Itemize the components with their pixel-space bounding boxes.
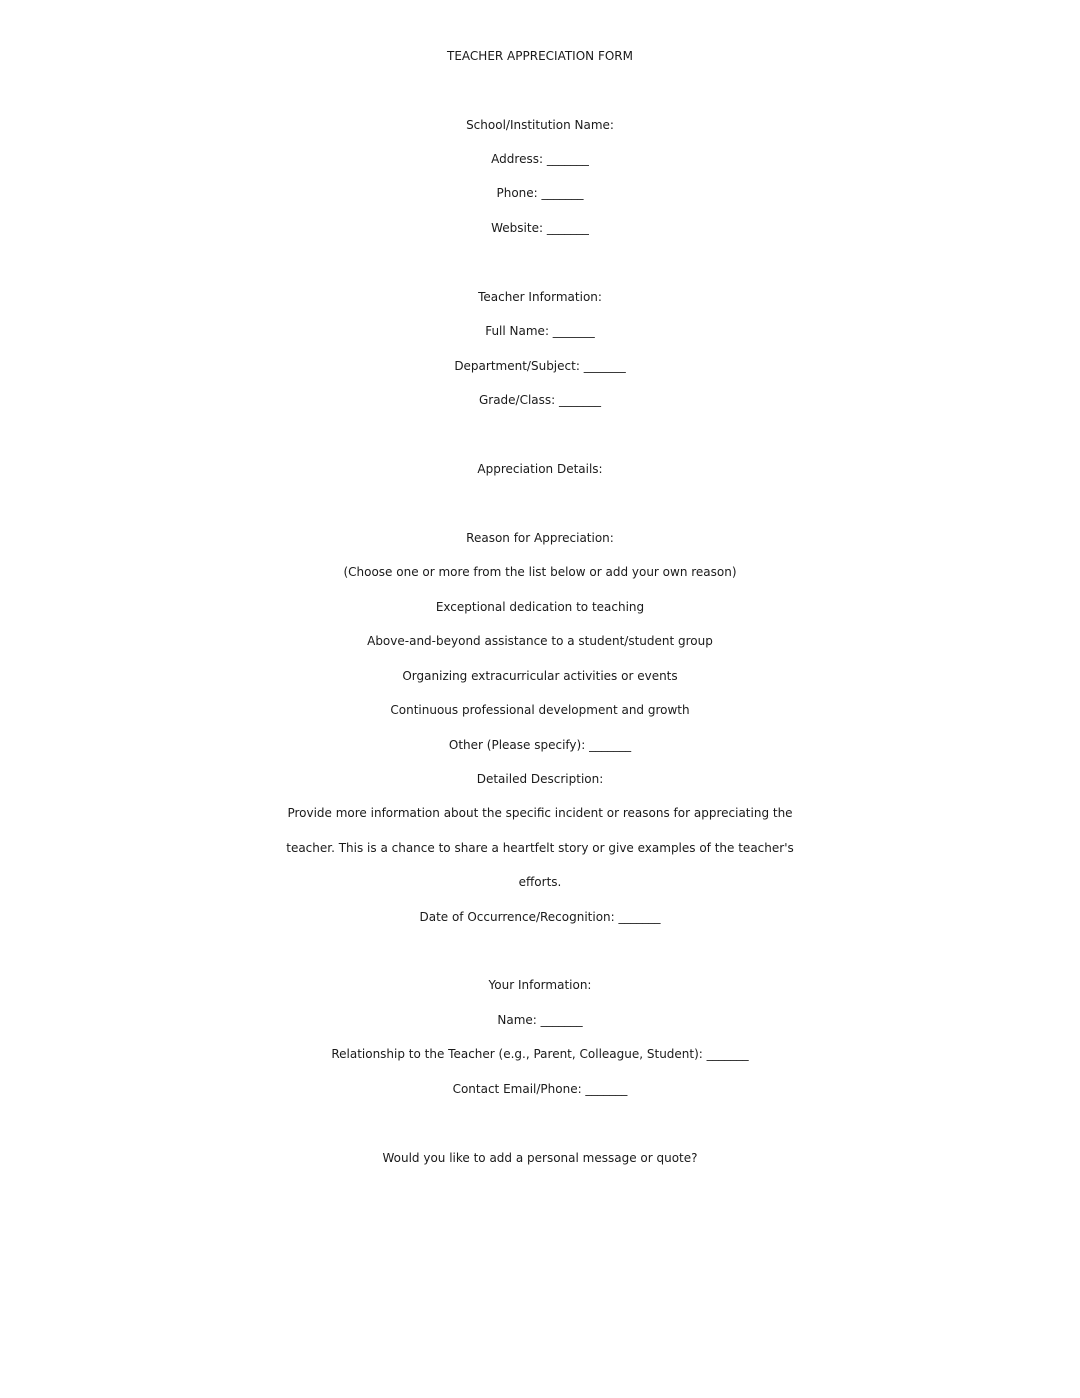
submitter-contact-field: Contact Email/Phone: _______	[452, 1082, 628, 1096]
date-field: Date of Occurrence/Recognition: _______	[419, 910, 661, 924]
school-address-field: Address: _______	[491, 152, 589, 166]
description-heading: Detailed Description:	[476, 772, 604, 786]
description-text-line: efforts.	[518, 875, 562, 889]
reason-item: Organizing extracurricular activities or events	[402, 669, 678, 683]
school-heading: School/Institution Name:	[466, 118, 614, 132]
reason-item: Above-and-beyond assistance to a student/student group	[367, 634, 713, 648]
reason-instruction: (Choose one or more from the list below or add your own reason)	[343, 565, 737, 579]
submitter-relationship-field: Relationship to the Teacher (e.g., Parent, Colleague, Student): _______	[331, 1047, 749, 1061]
reason-item: Continuous professional development and growth	[390, 703, 690, 717]
teacher-full-name-field: Full Name: _______	[485, 324, 595, 338]
school-website-field: Website: _______	[491, 221, 589, 235]
reason-heading: Reason for Appreciation:	[466, 531, 614, 545]
teacher-department-field: Department/Subject: _______	[454, 359, 626, 373]
form-title: TEACHER APPRECIATION FORM	[447, 49, 633, 63]
reason-other-field: Other (Please specify): _______	[448, 738, 632, 752]
closing-question: Would you like to add a personal message or quote?	[382, 1151, 698, 1165]
teacher-heading: Teacher Information:	[478, 290, 602, 304]
submitter-heading: Your Information:	[488, 978, 592, 992]
appreciation-heading: Appreciation Details:	[477, 462, 603, 476]
submitter-name-field: Name: _______	[497, 1013, 583, 1027]
teacher-grade-field: Grade/Class: _______	[478, 393, 602, 407]
description-text-line: Provide more information about the specific incident or reasons for appreciating the	[287, 806, 793, 820]
reason-item: Exceptional dedication to teaching	[435, 600, 645, 614]
description-text-line: teacher. This is a chance to share a heartfelt story or give examples of the teacher's	[286, 841, 794, 855]
school-phone-field: Phone: _______	[496, 186, 584, 200]
